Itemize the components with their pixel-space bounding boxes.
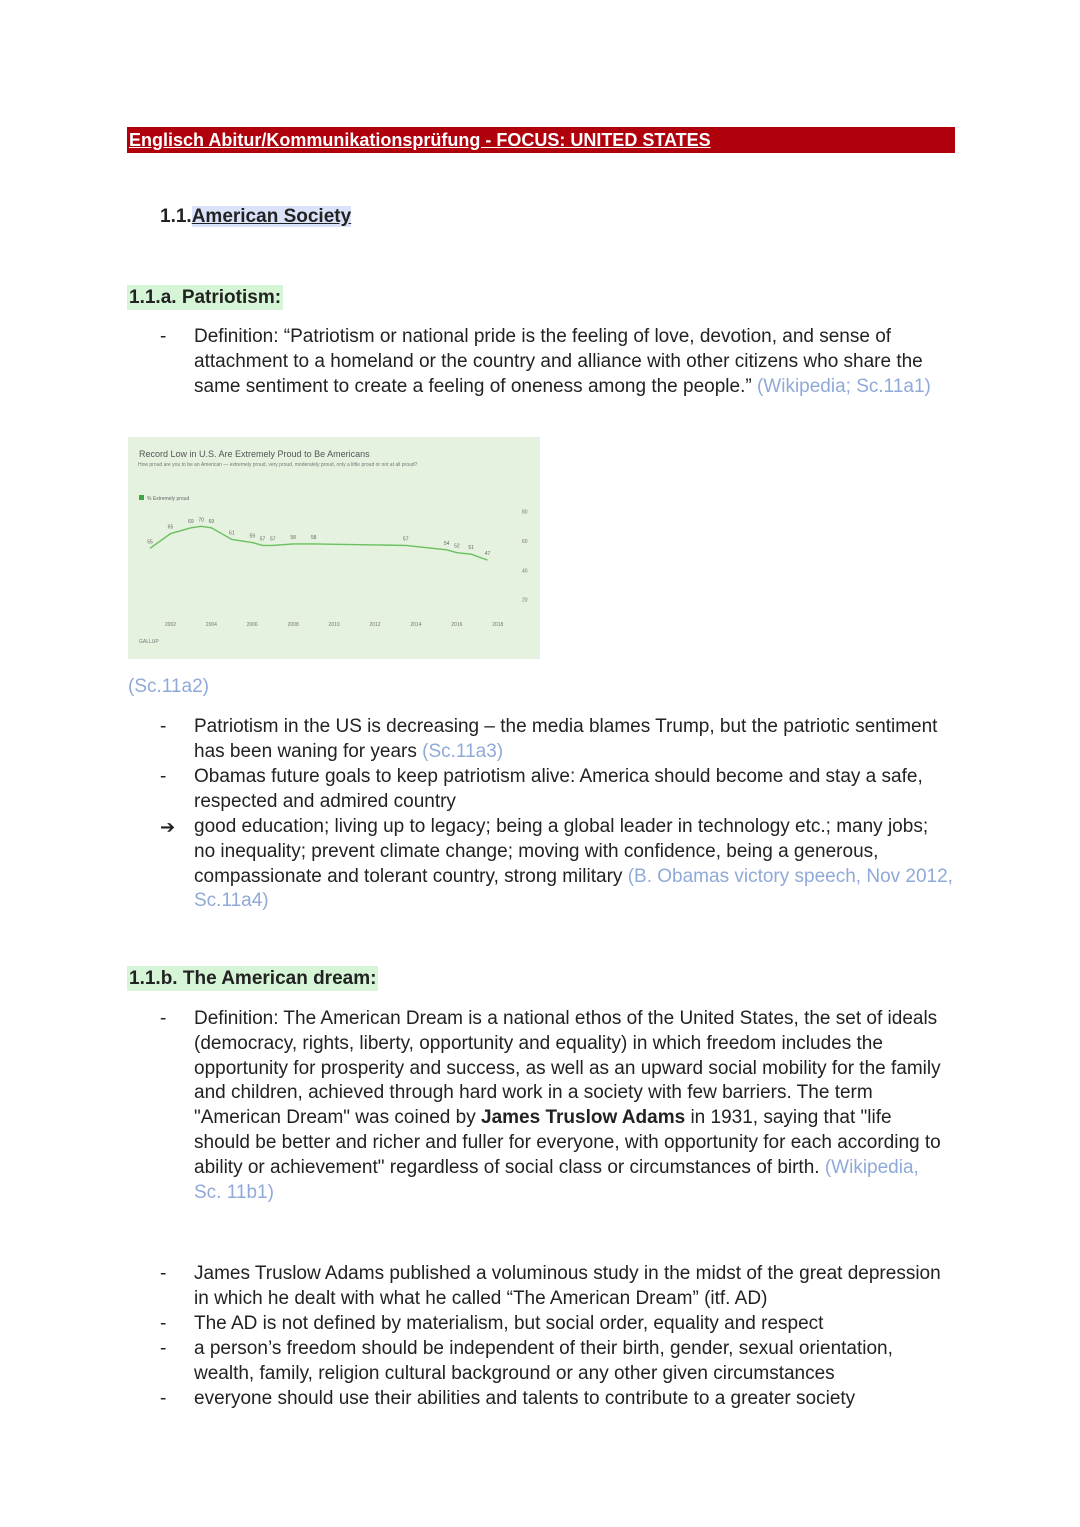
legend-swatch — [139, 495, 144, 500]
section-number: 1.1. — [160, 206, 192, 227]
goals-source: (B. Obamas victory speech, Nov 2012, Sc.11a4) — [194, 865, 953, 912]
definition-text: Definition: “Patriotism or national pride is the feeling of love, devotion, and sense of attachment to a homeland or the country and alliance with other citizens who share the same sentiment to create a feeling of oneness among the people.” — [194, 326, 923, 397]
patriotism-definition — [194, 325, 954, 399]
bullet-dash: - — [160, 1008, 167, 1029]
dream-def-text-1: Definition: The American Dream is a national ethos of the United States, the set of ideals (democracy, rights, liberty, opportunity and equality) in which freedom includes the opportunity for prosperity and success, as well as an upward social mobility for the family and children, achieved through hard work in a society with few barriers. The term "American Dream" was coined by — [194, 1008, 941, 1129]
bullet-dash: - — [160, 1263, 167, 1284]
chart-caption: (Sc.11a2) — [128, 676, 209, 697]
patriotism-heading: 1.1.a. Patriotism: — [129, 287, 282, 308]
chart-subtitle-box — [138, 462, 458, 482]
chart-subtitle: How proud are you to be an American — extremely proud, very proud, moderately proud, only a little proud or not at all proud? — [138, 462, 418, 468]
data-label: 54 — [443, 540, 450, 547]
dream-bullet-3: a person’s freedom should be independent of their birth, gender, sexual orientation, wealth, family, religion cultural background or any other given circumstances — [194, 1338, 893, 1384]
dream-def-text-2: in 1931, saying that "life should be better and richer and fuller for everyone, with opportunity for each according to ability or achievement" regardless of social class or circumstances of birth. — [194, 1107, 941, 1178]
data-label: 57 — [269, 536, 276, 543]
y-tick-label: 60 — [522, 539, 528, 545]
section-title-text: American Society — [191, 206, 352, 227]
dream-def-source: (Wikipedia, Sc. 11b1) — [194, 1156, 919, 1203]
x-tick-label: 2012 — [369, 622, 381, 628]
bullet-dash: - — [160, 326, 167, 347]
document-header: Englisch Abitur/Kommunikationsprüfung - FOCUS: UNITED STATES — [127, 127, 955, 153]
y-tick-label: 40 — [522, 568, 528, 575]
x-axis-ticks — [165, 622, 504, 628]
data-label: 61 — [229, 530, 235, 537]
chart-title: Record Low in U.S. Are Extremely Proud to Be Americans — [139, 449, 370, 459]
x-tick-label: 2004 — [205, 622, 217, 628]
obama-goals — [194, 815, 954, 914]
definition-source: (Wikipedia; Sc.11a1) — [756, 375, 931, 397]
dream-heading: 1.1.b. The American dream: — [129, 968, 377, 989]
patriotism-bullet-2: Obamas future goals to keep patriotism alive: America should become and stay a safe, respected and admired country — [194, 766, 923, 812]
dream-bullet-1: James Truslow Adams published a voluminous study in the midst of the great depression in which he dealt with what he called “The American Dream” (itf. AD) — [194, 1263, 941, 1309]
chart-svg — [128, 437, 540, 659]
dream-bullet-4: everyone should use their abilities and talents to contribute to a greater society — [194, 1388, 856, 1409]
section-title — [160, 206, 351, 228]
x-tick-label: 2016 — [451, 622, 463, 628]
bullet-source: (Sc.11a3) — [422, 740, 504, 762]
bullet-text: Patriotism in the US is decreasing – the media blames Trump, but the patriotic sentiment has been waning for years — [194, 716, 938, 762]
bullet-dash: - — [160, 1388, 167, 1409]
dream-bullet-2: The AD is not defined by materialism, but social order, equality and respect — [194, 1313, 824, 1334]
y-tick-label: 20 — [522, 597, 528, 604]
x-tick-label: 2010 — [328, 622, 340, 628]
bullet-dash: - — [160, 1338, 167, 1359]
data-label: 69 — [188, 518, 194, 525]
legend-label: % Extremely proud — [147, 496, 190, 502]
y-tick-label: 80 — [522, 509, 528, 516]
data-label: 69 — [208, 518, 215, 525]
goals-text: good education; living up to legacy; being a global leader in technology etc.; many jobs; no inequality; prevent climate change; moving with confidence, being a generous, compassionate and tolerant country, strong military — [194, 816, 929, 887]
x-tick-label: 2014 — [410, 622, 422, 628]
patriotism-chart — [128, 437, 540, 659]
data-label: 70 — [198, 517, 204, 524]
bullet-dash: - — [160, 716, 167, 737]
data-label: 58 — [310, 534, 317, 541]
data-label: 58 — [290, 534, 296, 541]
data-label: 47 — [484, 551, 491, 558]
bullet-dash: - — [160, 766, 167, 787]
series-line — [150, 526, 488, 560]
data-label: 59 — [249, 533, 256, 540]
y-axis-ticks — [522, 510, 528, 604]
data-label: 57 — [259, 536, 266, 543]
patriotism-bullet-1 — [194, 715, 954, 765]
arrow-right-icon: ➔ — [160, 817, 176, 837]
data-label: 57 — [402, 536, 409, 543]
x-tick-label: 2002 — [164, 622, 177, 628]
data-label: 52 — [454, 543, 460, 550]
x-tick-label: 2006 — [246, 622, 258, 628]
bullet-dash: - — [160, 1313, 167, 1334]
data-labels — [147, 517, 490, 557]
dream-definition — [194, 1007, 949, 1205]
data-label: 55 — [147, 539, 153, 546]
chart-source: GALLUP — [139, 639, 159, 645]
x-tick-label: 2008 — [287, 622, 299, 628]
data-label: 65 — [167, 524, 174, 531]
dream-def-name: James Truslow Adams — [481, 1107, 686, 1129]
data-label: 51 — [468, 545, 474, 552]
x-tick-label: 2018 — [492, 622, 504, 628]
